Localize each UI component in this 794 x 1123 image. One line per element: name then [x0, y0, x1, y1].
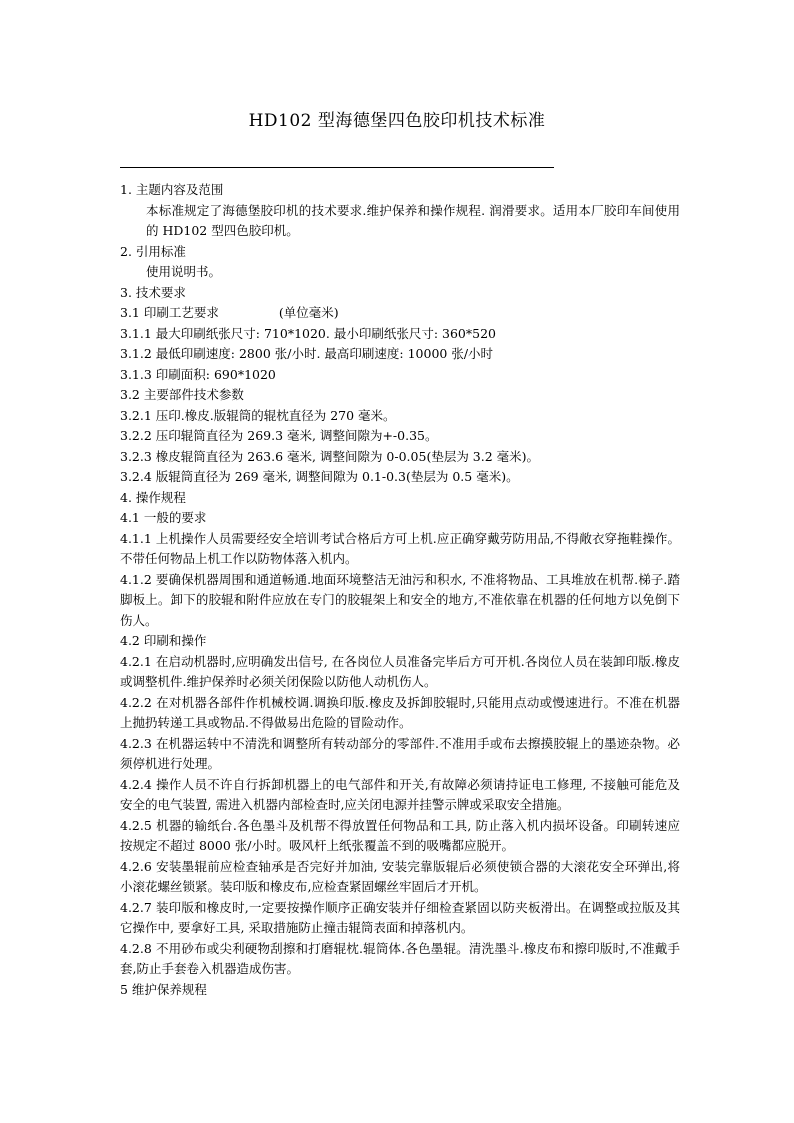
paragraph: 使用说明书。: [146, 264, 222, 279]
subsection-heading: 3.2 主要部件技术参数: [120, 387, 244, 402]
paragraph: 4.2.6 安装墨辊前应检查轴承是否完好并加油, 安装完靠版辊后必须使锁合器的大滚花安全环弹出,将小滚花螺丝锁紧。装印版和橡皮布,应检查紧固螺丝牢固后才开机。: [120, 858, 680, 894]
paragraph: 本标准规定了海德堡胶印机的技术要求.维护保养和操作规程. 润滑要求。适用本厂胶印车间使用的 HD102 型四色胶印机。: [146, 202, 680, 238]
paragraph: 4.1.1 上机操作人员需要经安全培训考试合格后方可上机.应正确穿戴劳防用品,不得敞衣穿拖鞋操作。不带任何物品上机工作以防物体落入机内。: [120, 530, 680, 566]
paragraph: 3.1.2 最低印刷速度: 2800 张/小时. 最高印刷速度: 10000 张/小时: [120, 346, 494, 361]
section-heading: 4. 操作规程: [120, 489, 186, 505]
paragraph: 4.2.4 操作人员不许自行拆卸机器上的电气部件和开关,有故障必须请持证电工修理, 不接触可能危及安全的电气装置, 需进入机器内部检查时,应关闭电源并挂警示牌或采取安全措施。: [120, 776, 680, 812]
title-divider: [120, 167, 554, 168]
paragraph: 3.2.2 压印辊筒直径为 269.3 毫米, 调整间隙为+-0.35。: [120, 428, 438, 443]
section-heading: 1. 主题内容及范围: [120, 182, 224, 197]
document-body: [120, 180, 680, 1000]
unit-note: (单位毫米): [278, 305, 339, 320]
subsection-label: 3.1 印刷工艺要求: [120, 305, 219, 320]
paragraph: 3.1.3 印刷面积: 690*1020: [120, 366, 276, 382]
paragraph: 4.2.1 在启动机器时,应明确发出信号, 在各岗位人员准备完毕后方可开机.各岗位人员在装卸印版.橡皮或调整机件.维护保养时必须关闭保险以防他人动机伤人。: [120, 653, 680, 689]
document-title: HD102 型海德堡四色胶印机技术标准: [248, 111, 546, 131]
paragraph: 4.2.2 在对机器各部件作机械校调.调换印版.橡皮及拆卸胶辊时,只能用点动或慢速进行。不准在机器上抛扔转递工具或物品.不得做易出危险的冒险动作。: [120, 694, 680, 730]
paragraph: 3.2.3 橡皮辊筒直径为 263.6 毫米, 调整间隙为 0-0.05(垫层为 3.2 毫米)。: [120, 448, 540, 464]
paragraph: 3.1.1 最大印刷纸张尺寸: 710*1020. 最小印刷纸张尺寸: 360*520: [120, 325, 496, 341]
paragraph: 3.2.4 版辊筒直径为 269 毫米, 调整间隙为 0.1-0.3(垫层为 0.5 毫米)。: [120, 469, 519, 484]
section-heading: 2. 引用标准: [120, 243, 186, 259]
paragraph: 4.2.3 在机器运转中不清洗和调整所有转动部分的零部件.不准用手或布去擦摸胶辊上的墨迹杂物。必须停机进行处理。: [120, 735, 680, 771]
section-heading: 5 维护保养规程: [120, 981, 207, 997]
paragraph: 4.2.7 装印版和橡皮时,一定要按操作顺序正确安装并仔细检查紧固以防夹板滑出。在调整或拉版及其它操作中, 要拿好工具, 采取措施防止撞击辊筒表面和掉落机内。: [120, 899, 680, 935]
paragraph: 4.2.8 不用砂布或尖利硬物刮擦和打磨辊枕.辊筒体.各色墨辊。清洗墨斗.橡皮布和擦印版时,不准戴手套,防止手套卷入机器造成伤害。: [120, 940, 680, 976]
subsection-heading: 4.1 一般的要求: [120, 510, 207, 525]
subsection-heading: 4.2 印刷和操作: [120, 633, 207, 648]
subsection-heading: [120, 303, 680, 324]
paragraph: 3.2.1 压印.橡皮.版辊筒的辊枕直径为 270 毫米。: [120, 407, 396, 423]
section-heading: 3. 技术要求: [120, 284, 186, 300]
paragraph: 4.2.5 机器的输纸台.各色墨斗及机帮不得放置任何物品和工具, 防止落入机内损坏设备。印刷转速应按规定不超过 8000 张/小时。吸风杆上纸张覆盖不到的吸嘴都应脱开。: [120, 817, 680, 853]
paragraph: 4.1.2 要确保机器周围和通道畅通.地面环境整洁无油污和积水, 不准将物品、工具堆放在机帮.梯子.踏脚板上。卸下的胶辊和附件应放在专门的胶辊架上和安全的地方,不准依靠在机器的任何地方以免倒下伤人。: [120, 571, 680, 628]
